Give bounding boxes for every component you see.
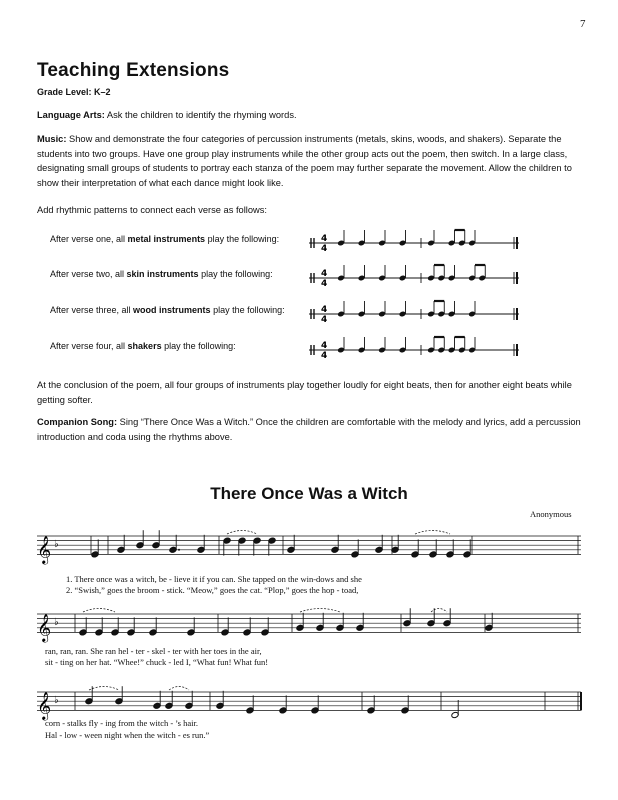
song-title: There Once Was a Witch: [210, 484, 408, 503]
lyrics-verse-2-line-1: 2. “Swish,” goes the broom - stick. “Meow,” goes the cat. “Plop,” goes the hop - toad,: [66, 585, 359, 595]
song-author: Anonymous: [530, 509, 572, 519]
rhythm-label-2: After verse two, all skin instruments play the following:: [50, 269, 273, 279]
time-signature-top: 4: [321, 234, 328, 244]
lyrics-verse-2-line-2: sit - ting on her hat. “Whee!” chuck - led I, “What fun! What fun!: [45, 657, 269, 667]
time-signature-bottom: 4: [321, 315, 328, 325]
note-dot: [178, 549, 180, 551]
companion-song-paragraph: [37, 415, 583, 444]
lyrics-verse-1-line-1: 1. There once was a witch, be - lieve it if you can. She tapped on the win-dows and she: [66, 574, 362, 584]
language-arts-paragraph: [37, 108, 583, 123]
language-arts-label: Language Arts:: [37, 110, 105, 120]
treble-clef: 𝄞: [37, 613, 52, 642]
time-signature-bottom: 4: [321, 244, 328, 254]
time-signature-top: 4: [321, 269, 328, 279]
page-heading: Teaching Extensions: [37, 60, 230, 81]
tie-slur: [415, 531, 450, 535]
music-text: Show and demonstrate the four categories of percussion instruments (metals, skins, woods, and shakers). Separate the students into two groups. Have one group play instruments while the other group acts out the poem, then switch. In a large class, designating small groups of students to portray each stanza of the poem may further separate the movement. Allow the children to show their interpretation of what each dance might look like.: [37, 134, 572, 188]
time-signature-top: 4: [321, 341, 328, 351]
rhythm-notation-wood: [305, 295, 525, 325]
key-signature-flat: ♭: [54, 539, 59, 551]
music-staff-1: [35, 526, 585, 576]
key-signature-flat: ♭: [54, 695, 59, 707]
tie-slur: [227, 531, 257, 535]
treble-clef: 𝄞: [37, 691, 52, 720]
lyrics-verse-2-line-3: Hal - low - ween night when the witch - es run.”: [45, 730, 210, 740]
tie-slur: [169, 687, 189, 691]
conclusion-paragraph: At the conclusion of the poem, all four groups of instruments play together loudly for eight beats, then for another eight beats while getting softer.: [37, 380, 572, 405]
lyrics-verse-1-line-3: corn - stalks fly - ing from the witch - ’s hair.: [45, 718, 198, 728]
rhythm-label-4: After verse four, all shakers play the following:: [50, 341, 236, 351]
rhythm-notation-metal: [305, 224, 525, 254]
rhythm-intro: Add rhythmic patterns to connect each verse as follows:: [37, 205, 267, 215]
page-number: 7: [580, 18, 586, 30]
time-signature-bottom: 4: [321, 351, 328, 361]
language-arts-text: Ask the children to identify the rhyming words.: [104, 110, 297, 120]
tie-slur: [89, 687, 119, 691]
tie-slur: [300, 609, 340, 613]
tie-slur: [431, 609, 447, 613]
music-paragraph: [37, 132, 583, 190]
rhythm-notation-shakers: [305, 331, 525, 361]
time-signature-top: 4: [321, 305, 328, 315]
rhythm-label-3: After verse three, all wood instruments play the following:: [50, 305, 285, 315]
rhythm-notation-skin: [305, 259, 525, 289]
rhythm-label-1: After verse one, all metal instruments play the following:: [50, 234, 280, 244]
companion-song-label: Companion Song:: [37, 417, 118, 427]
time-signature-bottom: 4: [321, 279, 328, 289]
grade-level: Grade Level: K–2: [37, 87, 111, 97]
companion-song-text: Sing “There Once Was a Witch.” Once the children are comfortable with the melody and lyrics, add a percussion introduction and coda using the rhythms above.: [37, 417, 581, 442]
music-label: Music:: [37, 134, 67, 144]
treble-clef: 𝄞: [37, 535, 52, 564]
tie-slur: [83, 609, 115, 613]
lyrics-verse-1-line-2: ran, ran, ran. She ran hel - ter - skel - ter with her toes in the air,: [45, 646, 262, 656]
key-signature-flat: ♭: [54, 617, 59, 629]
